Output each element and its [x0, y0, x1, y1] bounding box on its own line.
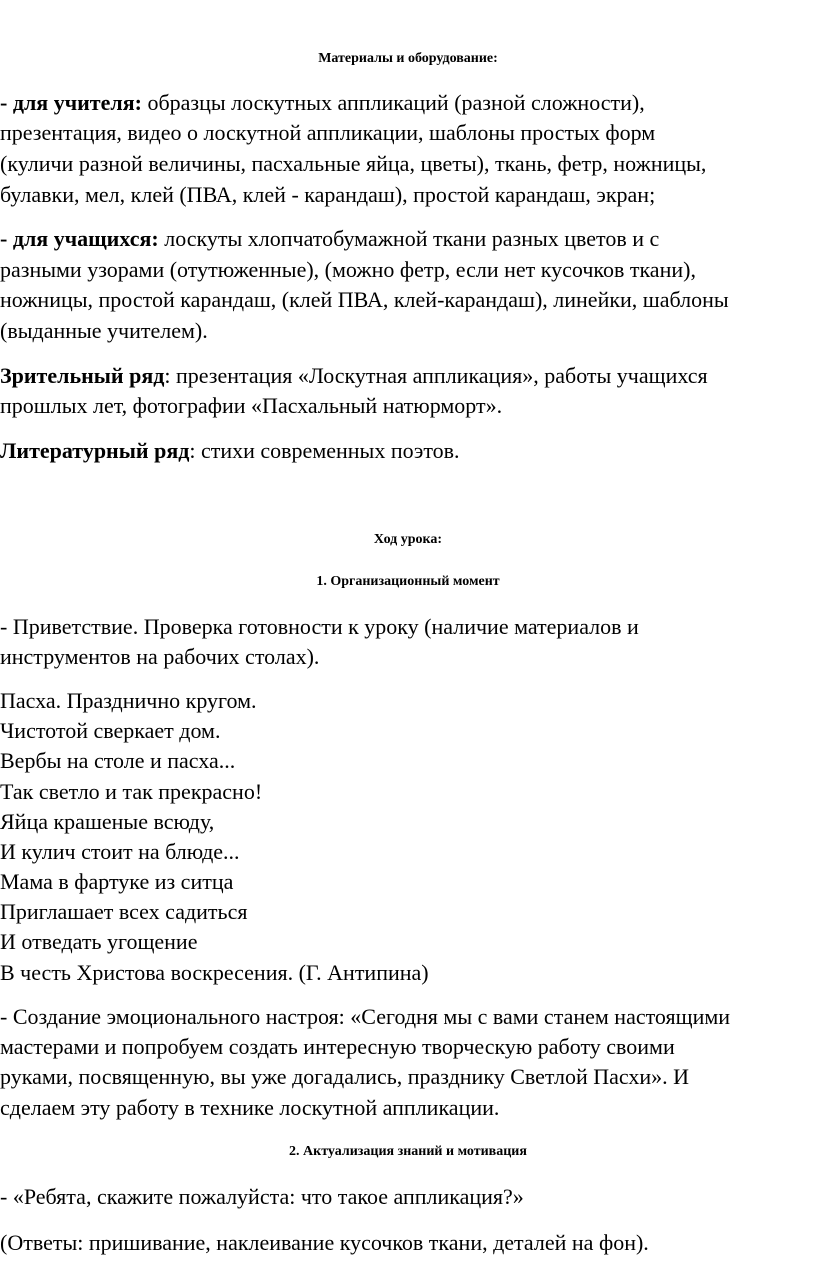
visual-text-2: прошлых лет, фотографии «Пасхальный натюрморт». [0, 393, 503, 418]
poem-line-6: И кулич стоит на блюде... [0, 839, 240, 864]
mood-line-3: руками, посвященную, вы уже догадались, празднику Светлой Пасхи». И [0, 1064, 690, 1089]
greeting-line-2: инструментов на рабочих столах). [0, 644, 320, 669]
literary-text: : стихи современных поэтов. [189, 438, 460, 463]
mood-line-1: - Создание эмоционального настроя: «Сегодня мы с вами станем настоящими [0, 1004, 731, 1029]
question-line: - «Ребята, скажите пожалуйста: что такое аппликация?» [0, 1184, 524, 1209]
poem-line-9: И отведать угощение [0, 929, 198, 954]
poem-line-8: Приглашает всех садиться [0, 899, 248, 924]
students-text-3: ножницы, простой карандаш, (клей ПВА, клей-карандаш), линейки, шаблоны [0, 287, 729, 312]
teacher-label: - для учителя: [0, 90, 142, 115]
teacher-text-1: образцы лоскутных аппликаций (разной сложности), [141, 90, 645, 115]
poem-line-4: Так светло и так прекрасно! [0, 779, 263, 804]
answer-line: (Ответы: пришивание, наклеивание кусочков ткани, деталей на фон). [0, 1230, 649, 1255]
students-text-2: разными узорами (отутюженные), (можно фетр, если нет кусочков ткани), [0, 257, 696, 282]
section2-title: 2. Актуализация знаний и мотивация [289, 1144, 527, 1159]
poem-line-5: Яйца крашеные всюду, [0, 809, 215, 834]
section1-title: 1. Организационный момент [316, 574, 500, 589]
mood-line-4: сделаем эту работу в технике лоскутной аппликации. [0, 1095, 500, 1120]
lesson-heading: Ход урока: [373, 532, 443, 547]
mood-line-2: мастерами и попробуем создать интересную творческую работу своими [0, 1034, 675, 1059]
poem-line-3: Вербы на столе и пасха... [0, 748, 236, 773]
literary-label: Литературный ряд [0, 438, 190, 463]
greeting-line-1: - Приветствие. Проверка готовности к уроку (наличие материалов и [0, 614, 639, 639]
literary-line [0, 436, 460, 466]
poem-line-7: Мама в фартуке из ситца [0, 869, 234, 894]
students-line-1 [0, 224, 659, 254]
materials-heading: Материалы и оборудование: [318, 51, 498, 66]
poem-line-10: В честь Христова воскресения. (Г. Антипина) [0, 960, 429, 985]
visual-line-1 [0, 361, 708, 391]
visual-text-1: : презентация «Лоскутная аппликация», работы учащихся [164, 363, 708, 388]
teacher-line-1 [0, 88, 645, 118]
students-text-4: (выданные учителем). [0, 318, 208, 343]
students-text-1: лоскуты хлопчатобумажной ткани разных цветов и с [158, 226, 660, 251]
poem-line-2: Чистотой сверкает дом. [0, 718, 221, 743]
poem-line-1: Пасха. Празднично кругом. [0, 688, 257, 713]
students-label: - для учащихся: [0, 226, 159, 251]
teacher-text-4: булавки, мел, клей (ПВА, клей - карандаш), простой карандаш, экран; [0, 182, 656, 207]
visual-label: Зрительный ряд [0, 363, 165, 388]
teacher-text-2: презентация, видео о лоскутной аппликации, шаблоны простых форм [0, 120, 656, 145]
teacher-text-3: (куличи разной величины, пасхальные яйца, цветы), ткань, фетр, ножницы, [0, 151, 707, 176]
